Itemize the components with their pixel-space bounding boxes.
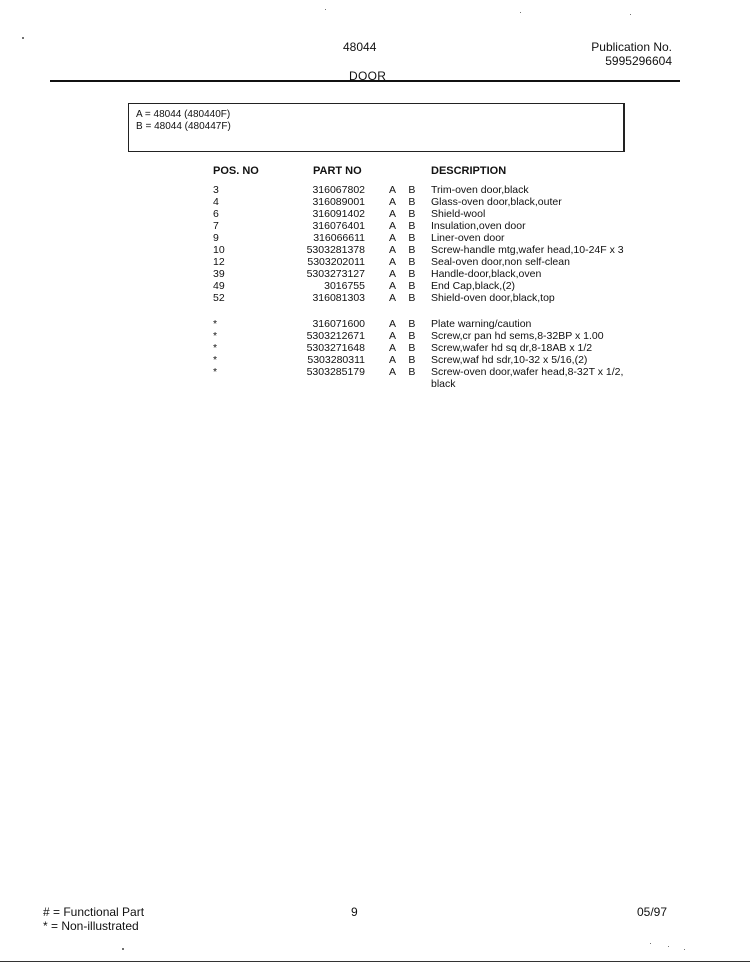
pos-number: 4 (213, 196, 219, 208)
part-number: 316067802 (312, 184, 365, 196)
pos-number: 3 (213, 184, 219, 196)
part-description: Glass-oven door,black,outer (431, 196, 562, 208)
bottom-rule (0, 961, 750, 962)
part-description-continued: black (431, 378, 456, 390)
pos-number: 52 (213, 292, 225, 304)
legend-line-b: B = 48044 (480447F) (136, 121, 231, 132)
table-row (0, 220, 750, 232)
table-row (0, 292, 750, 304)
part-number: 5303212671 (306, 330, 365, 342)
publication-number: 5995296604 (605, 54, 672, 68)
pos-marker: * (213, 366, 218, 378)
model-number: 48044 (343, 40, 377, 54)
part-description: Shield-wool (431, 208, 486, 220)
part-description: Liner-oven door (431, 232, 505, 244)
table-row (0, 280, 750, 292)
part-number: 3016755 (324, 280, 365, 292)
pos-marker: * (213, 318, 218, 330)
model-codes: A B (389, 232, 421, 244)
table-row (0, 354, 750, 366)
model-legend-box (128, 103, 625, 152)
footer-key (43, 905, 144, 933)
model-codes: A B (389, 196, 421, 208)
scan-speck (650, 943, 651, 944)
scan-speck (22, 37, 24, 39)
model-codes: A B (389, 354, 421, 366)
model-codes: A B (389, 208, 421, 220)
scan-speck (520, 12, 521, 13)
model-codes: A B (389, 244, 421, 256)
model-codes: A B (389, 184, 421, 196)
legend-line-a: A = 48044 (480440F) (136, 109, 231, 120)
part-description: Screw-handle mtg,wafer head,10-24F x 3 (431, 244, 624, 256)
part-description: Seal-oven door,non self-clean (431, 256, 570, 268)
table-row (0, 330, 750, 342)
pos-number: 6 (213, 208, 219, 220)
model-codes: A B (389, 256, 421, 268)
publication-block (591, 40, 672, 68)
scan-speck (630, 14, 631, 15)
part-number: 5303273127 (306, 268, 365, 280)
table-row (0, 268, 750, 280)
pos-number: 7 (213, 220, 219, 232)
pos-number: 12 (213, 256, 225, 268)
pos-number: 49 (213, 280, 225, 292)
pos-marker: * (213, 342, 218, 354)
functional-part-key: # = Functional Part (43, 905, 145, 919)
pos-number: 9 (213, 232, 219, 244)
part-description: Handle-door,black,oven (431, 268, 542, 280)
table-row (0, 256, 750, 268)
publication-label: Publication No. (591, 40, 672, 54)
table-row (0, 208, 750, 220)
part-description: Insulation,oven door (431, 220, 526, 232)
part-description: Plate warning/caution (431, 318, 532, 330)
part-description: Screw,wafer hd sq dr,8-18AB x 1/2 (431, 342, 593, 354)
table-row (0, 244, 750, 256)
pos-marker: * (213, 354, 218, 366)
part-number: 5303281378 (306, 244, 365, 256)
model-codes: A B (389, 280, 421, 292)
model-codes: A B (389, 220, 421, 232)
table-row (0, 366, 750, 378)
pos-number: 39 (213, 268, 225, 280)
page-number: 9 (351, 905, 358, 919)
part-description: End Cap,black,(2) (431, 280, 516, 292)
table-row (0, 318, 750, 330)
part-description: Screw-oven door,wafer head,8-32T x 1/2, (431, 366, 624, 378)
part-description: Screw,cr pan hd sems,8-32BP x 1.00 (431, 330, 604, 342)
pos-number: 10 (213, 244, 225, 256)
table-row (0, 342, 750, 354)
part-number: 316091402 (312, 208, 365, 220)
part-number: 316081303 (312, 292, 365, 304)
model-codes: A B (389, 366, 421, 378)
column-header-description: DESCRIPTION (431, 165, 507, 177)
scan-speck (668, 946, 669, 947)
part-number: 5303280311 (307, 354, 365, 366)
column-header-part: PART NO (313, 165, 362, 177)
column-header-pos: POS. NO (213, 165, 259, 177)
table-row (0, 196, 750, 208)
scan-speck (684, 949, 685, 950)
part-number: 5303202011 (307, 256, 365, 268)
part-description: Screw,waf hd sdr,10-32 x 5/16,(2) (431, 354, 588, 366)
scan-speck (122, 948, 124, 950)
part-number: 316071600 (312, 318, 365, 330)
revision-date: 05/97 (637, 905, 668, 919)
model-codes: A B (389, 292, 421, 304)
model-codes: A B (389, 330, 421, 342)
part-number: 316089001 (312, 196, 365, 208)
header-rule (50, 80, 680, 82)
model-codes: A B (389, 318, 421, 330)
table-row (0, 232, 750, 244)
section-title: DOOR (349, 69, 387, 83)
part-number: 5303271648 (306, 342, 365, 354)
table-row (0, 184, 750, 196)
table-row-continuation (0, 378, 750, 390)
part-number: 5303285179 (306, 366, 365, 378)
scan-speck (325, 9, 326, 10)
part-number: 316066611 (313, 232, 365, 244)
part-description: Shield-oven door,black,top (431, 292, 555, 304)
model-codes: A B (389, 342, 421, 354)
model-codes: A B (389, 268, 421, 280)
non-illustrated-key: * = Non-illustrated (43, 919, 139, 933)
pos-marker: * (213, 330, 218, 342)
part-description: Trim-oven door,black (431, 184, 529, 196)
part-number: 316076401 (312, 220, 365, 232)
